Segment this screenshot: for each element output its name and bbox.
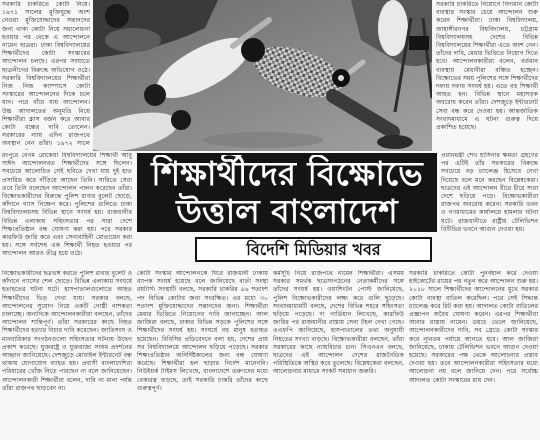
subheadline: বিদেশি মিডিয়ার খবর (195, 237, 432, 262)
student-head (144, 84, 166, 106)
article-column-bottom-1: বিক্ষোভকারীদের ছত্রভঙ্গ করতে পুলিশ রাবার বুলেট ও কাঁদানে গ্যাসের শেল ছোড়ে। বিভিন্ন এলাকায় সংঘর্ষে হতাহতের ঘটনা ঘটে। হাসপাতালগুলোতে আহত শিক্ষার্থীদের ভিড় দেখা যায়। সরকার বলছে, আন্দোলনের সুযোগ নিয়ে একটি গোষ্ঠী নাশকতা চালাচ্ছে। অন্যদিকে আন্দোলনকারীরা বলছেন, তাঁদের আন্দোলন শান্তিপূর্ণ। তাঁরা সরকারের কাছে নিহত শিক্ষার্থীদের হত্যার বিচার দাবি করেছেন। জাতিসংঘ ও মানবাধিকার সংগঠনগুলো সহিংসতার ঘটনায় উদ্বেগ প্রকাশ করেছে। যুক্তরাষ্ট্র ও যুক্তরাজ্য সংযম প্রদর্শনের আহ্বান জানিয়েছে। দেশজুড়ে মোবাইল ইন্টারনেট বন্ধ থাকায় যোগাযোগ ব্যাহত হয়। প্রবাসী বাংলাদেশিরা পরিবারের খোঁজ নিতে পারছেন না বলে জানিয়েছেন। আন্দোলনকারী শিক্ষার্থীরা বলেন, দাবি না মানা পর্যন্ত তাঁরা রাজপথ ছাড়বেন না। (2, 270, 132, 392)
sandal (377, 135, 413, 149)
bystander-shoulders (105, 28, 161, 52)
road-shadow (203, 132, 323, 148)
headline-box (137, 153, 437, 232)
headline-line-1: শিক্ষার্থীদের বিক্ষোভে (151, 155, 423, 193)
article-column-right-middle: প্রধানমন্ত্রী শেখ হাসিনার ক্ষমতা গ্রহণের পর এটিই তাঁর সরকারের বিরুদ্ধে সবচেয়ে বড় চ্যালেঞ্জ হিসেবে দেখা দিয়েছে বলে মনে করছেন বিশ্লেষকেরা। ছাত্রদের এই আন্দোলন ধীরে ধীরে সারা দেশে ছড়িয়ে পড়ে। বিক্ষোভকারীরা রাজপথ অবরোধ করেন। সরকারি ভবন ও গণমাধ্যমের কার্যালয়ে হামলার ঘটনা ঘটে। রাজধানীতে রাষ্ট্রীয় টেলিভিশন বিটিভির ভবনে আগুন দেওয়া হয়। (441, 152, 538, 233)
article-column-right-top: সরকারি চাকরিতে নিয়োগে বিদ্যমান কোটা ব্যবস্থার সংস্কার চেয়ে আন্দোলন শুরু করেন শিক্ষার্থীরা। ঢাকা বিশ্ববিদ্যালয়, জাহাঙ্গীরনগর বিশ্ববিদ্যালয়, চট্টগ্রাম বিশ্ববিদ্যালয়সহ দেশের বিভিন্ন বিশ্ববিদ্যালয়ের শিক্ষার্থীরা এতে অংশ নেন। তাঁদের দাবি, মেধার ভিত্তিতে নিয়োগ দিতে হবে। আন্দোলনকারীরা বলেন, বর্তমান ব্যবস্থায় মেধাবীরা বঞ্চিত হচ্ছেন। বিক্ষোভের সময় পুলিশের সঙ্গে শিক্ষার্থীদের দফায় দফায় সংঘর্ষ হয়। এতে বহু শিক্ষার্থী আহত হন। বিভিন্ন স্থানে মহাসড়ক অবরোধ করেন তাঁরা। দেশজুড়ে ইন্টারনেট সেবা বন্ধ করে দেওয়া হয়। আন্তর্জাতিক সংবাদমাধ্যমে এ ঘটনা গুরুত্ব দিয়ে প্রকাশিত হয়েছে। (436, 1, 538, 132)
student-head-center (241, 38, 265, 62)
article-column-bottom-4: সরকারি চাকরিতে কোটা পুনর্বহাল করে দেওয়া হাইকোর্টের রায়ের পর নতুন করে আন্দোলন শুরু হয়। ২০১৮ সালে শিক্ষার্থীদের আন্দোলনের মুখে সরকার কোটা ব্যবস্থা বাতিল করেছিল। পরে সেই সিদ্ধান্ত চ্যালেঞ্জ করে রিট করা হয়। আদালত কোটা বাতিলের প্রজ্ঞাপন অবৈধ ঘোষণা করেন। এরপর শিক্ষার্থীরা আবার রাস্তায় নামেন। ডয়চে ভেলে জানিয়েছে, আন্দোলনকারীদের দাবি, সব গ্রেডে কোটা সংস্কার করে ন্যূনতম পর্যায়ে আনতে হবে। আল জাজিরা জানিয়েছে, ঢাকায় টেলিভিশন ভবনে আগুন দেওয়া হয়েছে। সরকারের পক্ষ থেকে আলোচনার প্রস্তাব দেওয়া হয়। তবে আন্দোলনকারীরা সহিংসতার মধ্যে আলোচনা নয় বলে জানিয়ে দেন। পরে সর্বোচ্চ আদালত কোটা সংস্কারের রায় দেন। (409, 270, 538, 384)
camera (409, 36, 429, 50)
article-column-left-middle: রংপুরে বেগম রোকেয়া বিশ্ববিদ্যালয়ের শিক্ষার্থী আবু সাঈদ আন্দোলনরত শিক্ষার্থীদের সঙ্গে ছিলেন। সবচেয়ে আলোচিত সেই ছবিতে দেখা যায় দুই হাত প্রসারিত করে দাঁড়িয়ে আছেন তিনি। সারিতে সেরা তবে তিনি বলেছেন আন্দোলন পালন করেছেন তাঁরা। বিক্ষোভকারীদের বিরুদ্ধে পুলিশ রাবার বুলেট ছোড়ে, কাঁদানে গ্যাস নিক্ষেপ করে। পুলিশের গুলিতে ঢাকা বিশ্ববিদ্যালয়সহ বিভিন্ন স্থানে সংঘর্ষ হয়। রাজধানীর বিভিন্ন এলাকায় সহিংসতার পর সারা দেশে শিক্ষাপ্রতিষ্ঠান বন্ধ ঘোষণা করা হয়। পরে সরকার কারফিউ জারি করে এবং সেনাবাহিনী মোতায়েন করা হয়। সঙ্গে সর্বশেষ এক শিক্ষার্থী নিহত হওয়ার পর আন্দোলন আরও তীব্র হয়ে ওঠে। (2, 152, 132, 258)
news-photo (93, 0, 432, 151)
article-column-left-top: সরকারি চাকরিতে কোটা নিয়ে। ১৯৭১ সালের মুক্তিযুদ্ধে অংশ নেওয়া মুক্তিযোদ্ধাদের সন্তানদের জন্য থাকা কোটা নিয়ে সমালোচনা হওয়ার পর থেকে এ আন্দোলনে নামেন ছাত্ররা। ঢাকা বিশ্ববিদ্যালয়ের শিক্ষার্থীদের কোটা সংস্কারের আন্দোলন চলছে। এরপর সংঘাতে ছাত্রলীগের বিরুদ্ধে অভিযোগ ওঠে। সরকারি বিশ্ববিদ্যালয়ের শিক্ষার্থীরা নিজ নিজ ক্যাম্পাসে কোটা সংস্কারের আন্দোলনের দিকে চলে যান। পরে বাঁধে যায় আন্দোলন। উচ্চ আদালতের অনুমতি নিয়ে শিক্ষার্থীরা ক্লাস বর্জন করে আবার কোটা বন্ধের দাবি তোলেন। সরকারের ন্যায় এদিন রাজপথে অবস্থান নেন তাঁরা। ১৯৭২ সালে (2, 1, 90, 148)
microphone-logo (338, 75, 344, 81)
bystander-head (105, 4, 129, 28)
news-photo-graphic (93, 0, 432, 151)
seated-person-white-trousers (378, 0, 408, 56)
student-head-foreground (171, 110, 191, 130)
article-column-bottom-2: কোটা সংস্কার আন্দোলনকে ঘিরে রাজধানী ঢাকায় ব্যাপক সংঘর্ষ হয়েছে বলে জানিয়েছে বার্তা সংস্থা রয়টার্স। সংস্থাটি বলছে, সরকারি চাকরির ৫৬ শতাংশ পদ বিভিন্ন কোটার জন্য সংরক্ষিত। এর মধ্যে ৩০ শতাংশ মুক্তিযোদ্ধাদের সন্তানদের জন্য। শিক্ষার্থীরা মেধার ভিত্তিতে নিয়োগের দাবি জানাচ্ছেন। আল জাজিরা বলছে, ঢাকার বিভিন্ন সড়কে পুলিশের সঙ্গে শিক্ষার্থীদের সংঘর্ষ হয়। সংঘর্ষে বহু মানুষ হতাহত হয়েছেন। বিবিসির প্রতিবেদনে বলা হয়, দেশের প্রায় সব বিশ্ববিদ্যালয়ে আন্দোলন ছড়িয়ে পড়েছে। সরকার শিক্ষাপ্রতিষ্ঠান অনির্দিষ্টকালের জন্য বন্ধ ঘোষণা করেছে। শিক্ষার্থীরা হল ছাড়ার নির্দেশ মানেননি। নিউইয়র্ক টাইমস লিখেছে, বাংলাদেশে তরুণদের মধ্যে বেকারত্ব বাড়ছে, তাই সরকারি চাকরি তাঁদের কাছে গুরুত্বপূর্ণ। (137, 270, 268, 392)
headline-line-2: উত্তাল বাংলাদেশ (176, 193, 398, 231)
article-column-bottom-3: কর্মসূচি নিয়ে রাজপথে নামেন শিক্ষার্থীরা। এসময় সরকার সমর্থক ছাত্রসংগঠনের নেতাকর্মীদের সঙ্গে তাঁদের সংঘর্ষ হয়। ওয়াশিংটন পোস্ট জানিয়েছে, পুলিশ বিক্ষোভকারীদের লক্ষ্য করে গুলি ছুড়েছে। সংবাদমাধ্যমটি বলছে, দেশের বিভিন্ন শহরে সহিংসতা ছড়িয়ে পড়েছে। দ্য গার্ডিয়ান লিখেছে, কারফিউ জারির পর রাজধানীর রাস্তায় সেনা টহল দেখা গেছে। এএফপি জানিয়েছে, হাসপাতালের তথ্য অনুযায়ী নিহতের সংখ্যা বাড়ছে। বিক্ষোভকারীরা বলছেন, তাঁরা সরকারের কাছে ন্যায়বিচার চান। সিএনএন বলছে, ছাত্রদের এই আন্দোলন দেশের রাজনৈতিক পরিস্থিতিকে অস্থির করে তুলেছে। বিশ্লেষকেরা বলছেন, আলোচনার মাধ্যমে সংকট সমাধান জরুরি। (273, 270, 404, 376)
